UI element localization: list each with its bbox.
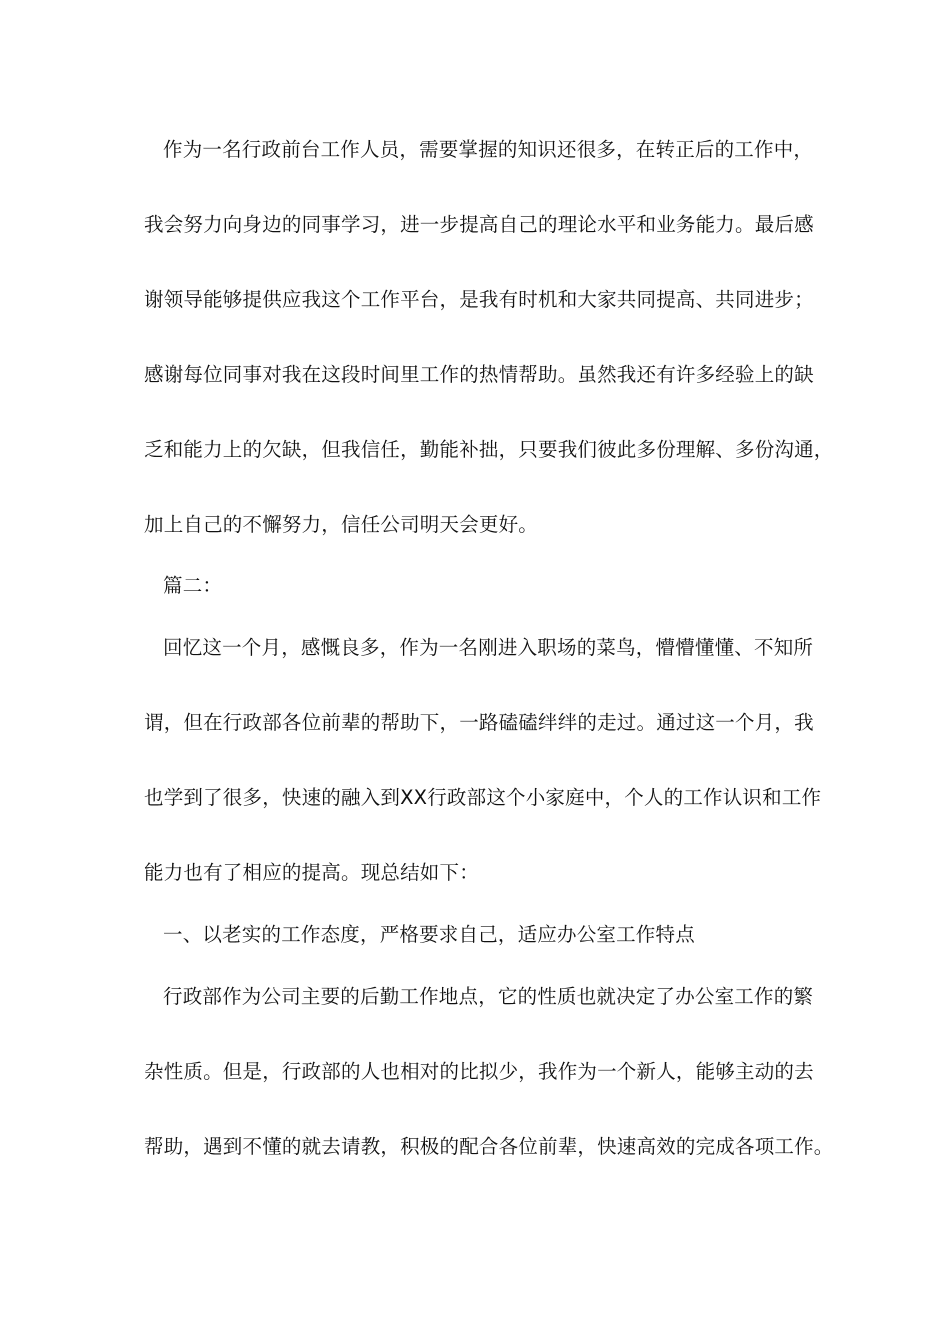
paragraph-line: 作为一名行政前台工作人员，需要掌握的知识还很多，在转正后的工作中， (163, 138, 814, 161)
paragraph-line: 谢领导能够提供应我这个工作平台，是我有时机和大家共同提高、共同进步； (144, 288, 814, 311)
subsection-heading: 一、以老实的工作态度，严格要求自己，适应办公室工作特点 (163, 923, 695, 946)
paragraph-line: 帮助，遇到不懂的就去请教，积极的配合各位前辈，快速高效的完成各项工作。 (144, 1135, 834, 1158)
paragraph-line: 杂性质。但是，行政部的人也相对的比拟少，我作为一个新人，能够主动的去 (144, 1060, 814, 1083)
paragraph-line: 能力也有了相应的提高。现总结如下： (144, 861, 479, 884)
paragraph-line: 也学到了很多，快速的融入到XX行政部这个小家庭中，个人的工作认识和工作 (144, 786, 822, 809)
paragraph-line: 乏和能力上的欠缺，但我信任，勤能补拙，只要我们彼此多份理解、多份沟通， (144, 438, 834, 461)
section-heading: 篇二： (163, 574, 223, 597)
paragraph-line: 行政部作为公司主要的后勤工作地点，它的性质也就决定了办公室工作的繁 (163, 985, 814, 1008)
paragraph-line: 谓，但在行政部各位前辈的帮助下，一路磕磕绊绊的走过。通过这一个月，我 (144, 711, 814, 734)
paragraph-line: 加上自己的不懈努力，信任公司明天会更好。 (144, 513, 539, 536)
paragraph-line: 回忆这一个月，感慨良多，作为一名刚进入职场的菜鸟，懵懵懂懂、不知所 (163, 636, 814, 659)
paragraph-line: 感谢每位同事对我在这段时间里工作的热情帮助。虽然我还有许多经验上的缺 (144, 363, 814, 386)
paragraph-line: 我会努力向身边的同事学习，进一步提高自己的理论水平和业务能力。最后感 (144, 213, 814, 236)
